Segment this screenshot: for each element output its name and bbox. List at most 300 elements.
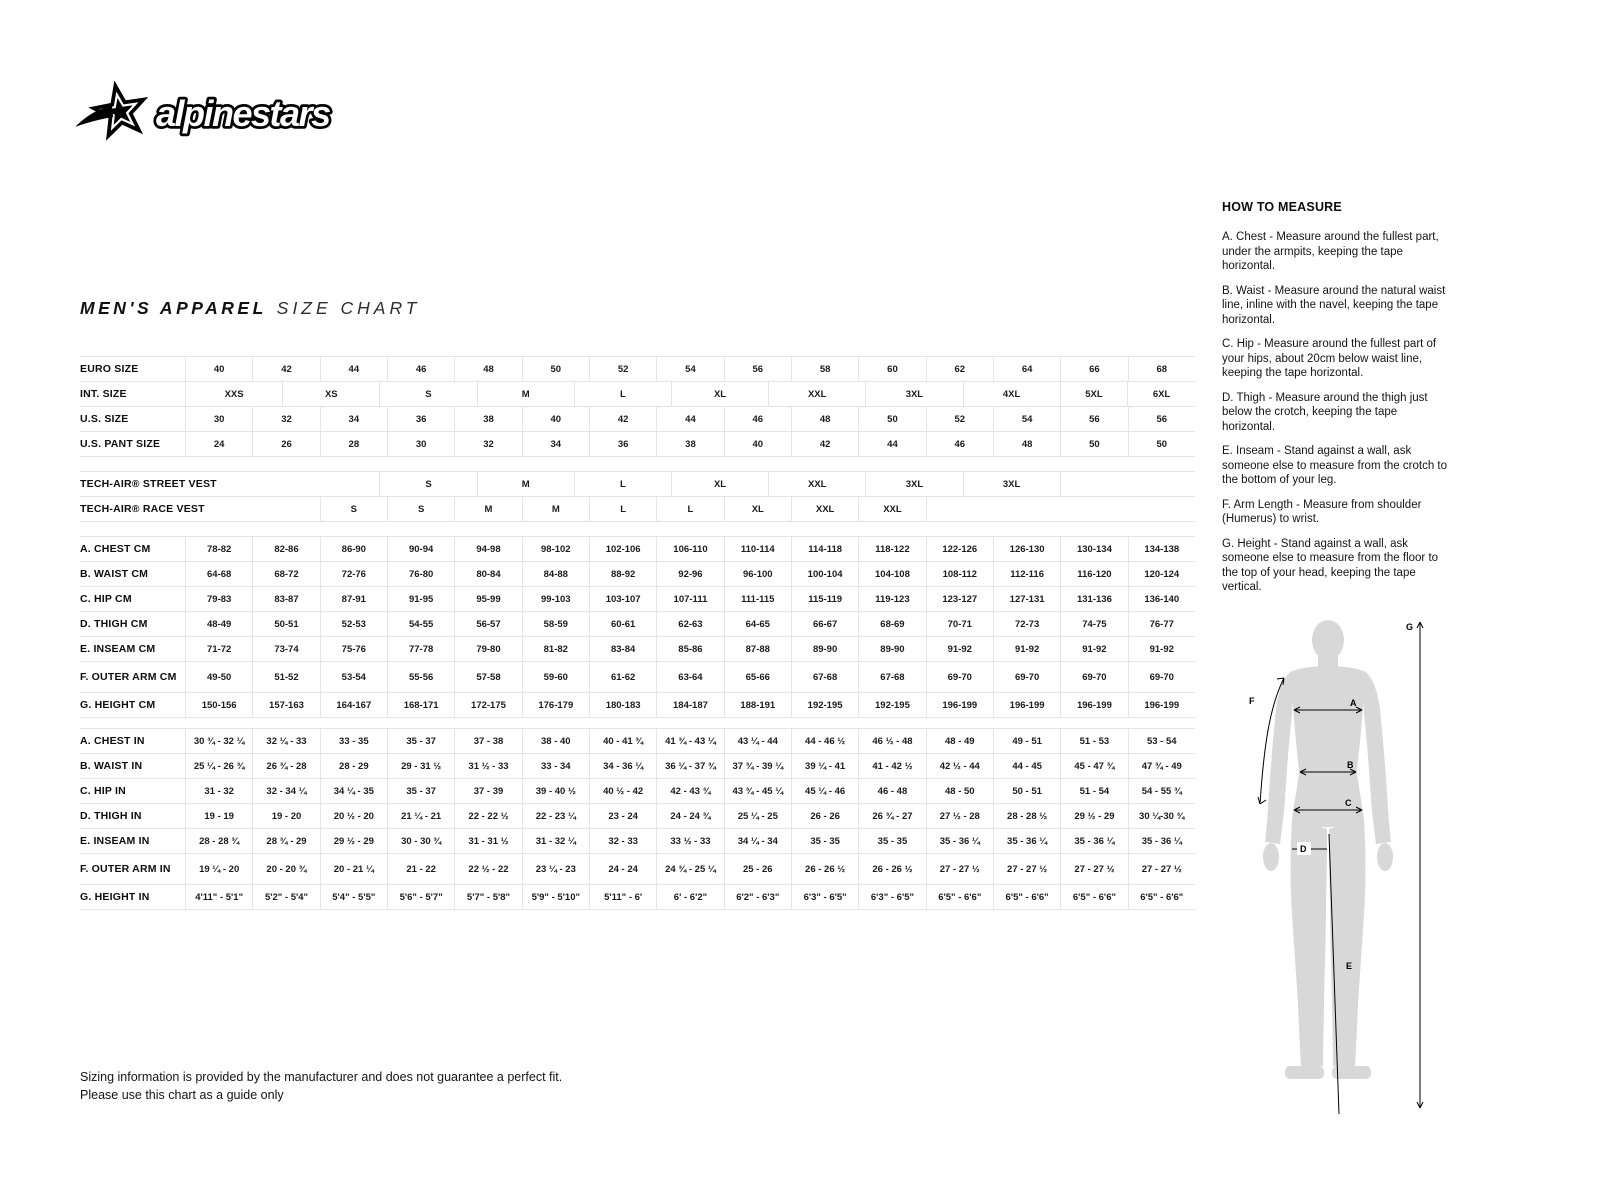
- measure-step-arm: F. Arm Length - Measure from shoulder (Humerus) to wrist.: [1222, 498, 1422, 525]
- table-row: [80, 382, 1195, 407]
- size-cell: 4XL: [963, 382, 1060, 406]
- table-row: [80, 662, 1195, 693]
- size-cell: 62-63: [656, 612, 723, 636]
- size-cell: 25 - 26: [724, 854, 791, 884]
- size-cell: 44 - 45: [993, 754, 1060, 778]
- size-cell: 48: [454, 357, 521, 381]
- size-cell: 51 - 53: [1060, 729, 1127, 753]
- size-cell: 115-119: [791, 587, 858, 611]
- size-cell: 67-68: [858, 662, 925, 692]
- size-cell: 69-70: [1060, 662, 1127, 692]
- size-cell-empty: [252, 497, 319, 521]
- size-cell: 53-54: [320, 662, 387, 692]
- size-cell: 72-73: [993, 612, 1060, 636]
- size-cell: 28: [320, 432, 387, 456]
- size-cell: 100-104: [791, 562, 858, 586]
- body-silhouette-icon: [1263, 620, 1393, 1079]
- table-row: [80, 728, 1195, 754]
- size-cell: 31 ½ - 33: [454, 754, 521, 778]
- figure-label-waist: B: [1347, 760, 1354, 770]
- row-label: D. THIGH CM: [80, 617, 148, 630]
- size-cell: 26 - 26 ½: [858, 854, 925, 884]
- size-cell: 22 - 22 ½: [454, 804, 521, 828]
- size-cell: 19 - 19: [185, 804, 252, 828]
- table-row: [80, 854, 1195, 885]
- size-cell: 6XL: [1127, 382, 1195, 406]
- size-cell: 91-92: [1060, 637, 1127, 661]
- size-cell: 196-199: [926, 693, 993, 717]
- size-cell: 21 ¼ - 21: [387, 804, 454, 828]
- size-cell: 44: [858, 432, 925, 456]
- size-cell: 5'9" - 5'10": [522, 885, 589, 909]
- size-cell: 196-199: [993, 693, 1060, 717]
- size-cell-empty: [926, 497, 993, 521]
- size-cell: 29 ½ - 29: [320, 829, 387, 853]
- size-cell-empty: [185, 497, 252, 521]
- size-cell: S: [379, 382, 476, 406]
- size-cell: 40 - 41 ¾: [589, 729, 656, 753]
- size-cell: 90-94: [387, 537, 454, 561]
- size-cell: 72-76: [320, 562, 387, 586]
- size-cell: 52: [926, 407, 993, 431]
- measure-step-inseam: E. Inseam - Stand against a wall, ask someone else to measure from the crotch to the bottom of your leg.: [1222, 445, 1447, 486]
- size-cell: 68-72: [252, 562, 319, 586]
- size-cell: 59-60: [522, 662, 589, 692]
- size-cell: 30: [387, 432, 454, 456]
- size-cell-empty: [993, 497, 1060, 521]
- size-cell: 83-87: [252, 587, 319, 611]
- size-cell: 63-64: [656, 662, 723, 692]
- size-cell: 27 ½ - 28: [926, 804, 993, 828]
- size-cell: 32 - 33: [589, 829, 656, 853]
- measure-step-thigh: D. Thigh - Measure around the thigh just below the crotch, keeping the tape horizontal.: [1222, 391, 1428, 433]
- size-cell: 23 ¼ - 23: [522, 854, 589, 884]
- size-cell: 45 - 47 ¾: [1060, 754, 1127, 778]
- size-cell: 61-62: [589, 662, 656, 692]
- size-cell: 3XL: [865, 472, 962, 496]
- size-cell: 67-68: [791, 662, 858, 692]
- disclaimer: [80, 1068, 562, 1104]
- size-cell: 49 - 51: [993, 729, 1060, 753]
- row-label: U.S. SIZE: [80, 412, 129, 425]
- size-cell: 6'5" - 6'6": [993, 885, 1060, 909]
- size-cell: 52: [589, 357, 656, 381]
- size-cell: 32: [252, 407, 319, 431]
- size-cell: 27 - 27 ½: [1128, 854, 1195, 884]
- size-cell: 112-116: [993, 562, 1060, 586]
- alpinestars-star-icon: [76, 81, 148, 141]
- size-cell: 56: [1060, 407, 1127, 431]
- size-cell: 28 - 28 ¾: [185, 829, 252, 853]
- table-row: [80, 432, 1195, 457]
- size-cell: 180-183: [589, 693, 656, 717]
- size-cell: 127-131: [993, 587, 1060, 611]
- row-label: G. HEIGHT IN: [80, 890, 150, 903]
- size-cell: 136-140: [1128, 587, 1195, 611]
- size-cell: 50: [522, 357, 589, 381]
- size-cell: 79-80: [454, 637, 521, 661]
- table-row: [80, 804, 1195, 829]
- size-cell: 41 ¾ - 43 ¼: [656, 729, 723, 753]
- figure-label-inseam: E: [1346, 961, 1353, 971]
- size-cell: 48 - 49: [926, 729, 993, 753]
- size-cell: 5'11" - 6': [589, 885, 656, 909]
- size-cell: 26 ¾ - 27: [858, 804, 925, 828]
- size-cell: 36: [387, 407, 454, 431]
- row-label: A. CHEST CM: [80, 542, 151, 555]
- size-cell: 69-70: [926, 662, 993, 692]
- size-cell: 76-80: [387, 562, 454, 586]
- size-cell: 70-71: [926, 612, 993, 636]
- size-cell: 56-57: [454, 612, 521, 636]
- table-row: [80, 829, 1195, 854]
- size-cell: 35 - 35: [858, 829, 925, 853]
- size-cell: 64: [993, 357, 1060, 381]
- row-label: E. INSEAM IN: [80, 834, 150, 847]
- size-cell: 91-95: [387, 587, 454, 611]
- size-cell: 196-199: [1128, 693, 1195, 717]
- size-cell: 24 ¾ - 25 ¼: [656, 854, 723, 884]
- figure-label-hip: C: [1345, 798, 1352, 808]
- size-cell: 38: [454, 407, 521, 431]
- size-cell: 157-163: [252, 693, 319, 717]
- table-row: [80, 497, 1195, 522]
- page-title-sub: SIZE CHART: [276, 298, 421, 318]
- size-cell: 58-59: [522, 612, 589, 636]
- table-row: [80, 779, 1195, 804]
- size-cell: 35 - 36 ¼: [926, 829, 993, 853]
- size-cell: 26 - 26 ½: [791, 854, 858, 884]
- size-cell: 4'11" - 5'1": [185, 885, 252, 909]
- size-cell: 54: [993, 407, 1060, 431]
- table-row: [80, 562, 1195, 587]
- size-cell: 164-167: [320, 693, 387, 717]
- size-cell: 91-92: [993, 637, 1060, 661]
- page-title-main: MEN'S APPAREL: [80, 298, 267, 318]
- size-cell: 46 - 48: [858, 779, 925, 803]
- size-cell: 43 ¼ - 44: [724, 729, 791, 753]
- measure-step-waist: B. Waist - Measure around the natural waist line, inline with the navel, keeping the tape horizontal.: [1222, 284, 1446, 326]
- size-cell: S: [320, 497, 387, 521]
- measure-step-height: G. Height - Stand against a wall, ask someone else to measure from the floor to the top of your head, keeping the tape vertical.: [1222, 537, 1439, 593]
- size-cell: 48: [993, 432, 1060, 456]
- size-cell: 21 - 22: [387, 854, 454, 884]
- size-cell: 114-118: [791, 537, 858, 561]
- size-cell: 73-74: [252, 637, 319, 661]
- size-cell: 55-56: [387, 662, 454, 692]
- size-cell: 30: [185, 407, 252, 431]
- size-cell: M: [522, 497, 589, 521]
- table-row: [80, 693, 1195, 718]
- size-cell: 44 - 46 ½: [791, 729, 858, 753]
- size-cell: 85-86: [656, 637, 723, 661]
- table-row: [80, 356, 1195, 382]
- size-cell: 20 - 21 ¼: [320, 854, 387, 884]
- row-label: E. INSEAM CM: [80, 642, 156, 655]
- page-title: [80, 298, 420, 319]
- size-cell: 40: [185, 357, 252, 381]
- size-cell: 98-102: [522, 537, 589, 561]
- size-cell: 6'2" - 6'3": [724, 885, 791, 909]
- size-cell: 37 ¾ - 39 ¼: [724, 754, 791, 778]
- size-cell: 46: [724, 407, 791, 431]
- table-row: [80, 536, 1195, 562]
- disclaimer-line-2: Please use this chart as a guide only: [80, 1088, 284, 1103]
- size-cell: 196-199: [1060, 693, 1127, 717]
- row-label: U.S. PANT SIZE: [80, 437, 161, 450]
- table-row: [80, 471, 1195, 497]
- size-cell: L: [656, 497, 723, 521]
- size-cell: 120-124: [1128, 562, 1195, 586]
- size-cell: 39 ¼ - 41: [791, 754, 858, 778]
- size-cell: 35 - 37: [387, 779, 454, 803]
- size-cell: 26: [252, 432, 319, 456]
- size-cell: 32 - 34 ¼: [252, 779, 319, 803]
- row-label: B. WAIST IN: [80, 759, 143, 772]
- size-cell: 95-99: [454, 587, 521, 611]
- table-row: [80, 587, 1195, 612]
- size-cell: 37 - 39: [454, 779, 521, 803]
- size-cell: 57-58: [454, 662, 521, 692]
- size-cell: 64-68: [185, 562, 252, 586]
- size-cell: 48 - 50: [926, 779, 993, 803]
- size-cell: L: [574, 382, 671, 406]
- size-cell: 62: [926, 357, 993, 381]
- size-cell: 106-110: [656, 537, 723, 561]
- row-label: A. CHEST IN: [80, 734, 145, 747]
- size-cell: 22 ½ - 22: [454, 854, 521, 884]
- size-cell: 3XL: [865, 382, 962, 406]
- size-cell: 35 - 35: [791, 829, 858, 853]
- size-cell: 19 - 20: [252, 804, 319, 828]
- size-cell: 66: [1060, 357, 1127, 381]
- size-cell: 104-108: [858, 562, 925, 586]
- size-cell: 168-171: [387, 693, 454, 717]
- size-cell: 44: [656, 407, 723, 431]
- size-cell: 89-90: [858, 637, 925, 661]
- size-cell: 69-70: [1128, 662, 1195, 692]
- figure-label-arm: F: [1249, 696, 1255, 706]
- size-cell: 87-88: [724, 637, 791, 661]
- size-cell: 19 ¼ - 20: [185, 854, 252, 884]
- size-cell-empty: [1060, 472, 1195, 496]
- size-table: [80, 356, 1195, 910]
- size-cell: 43 ¾ - 45 ¼: [724, 779, 791, 803]
- size-cell: 74-75: [1060, 612, 1127, 636]
- size-cell: 33 - 35: [320, 729, 387, 753]
- size-cell: 26 ¾ - 28: [252, 754, 319, 778]
- size-cell: XXL: [768, 382, 865, 406]
- size-cell: 71-72: [185, 637, 252, 661]
- size-cell: 108-112: [926, 562, 993, 586]
- size-cell: 89-90: [791, 637, 858, 661]
- row-label: TECH-AIR® STREET VEST: [80, 477, 217, 490]
- size-cell: L: [589, 497, 656, 521]
- size-cell: 56: [724, 357, 791, 381]
- size-cell: 119-123: [858, 587, 925, 611]
- size-cell: 34 - 36 ¼: [589, 754, 656, 778]
- size-cell: 27 - 27 ½: [993, 854, 1060, 884]
- size-cell: 24: [185, 432, 252, 456]
- size-cell: XXL: [768, 472, 865, 496]
- size-cell: 40 ½ - 42: [589, 779, 656, 803]
- size-cell: 51-52: [252, 662, 319, 692]
- row-label: C. HIP IN: [80, 784, 126, 797]
- size-cell: 39 - 40 ½: [522, 779, 589, 803]
- size-cell: 20 ½ - 20: [320, 804, 387, 828]
- size-cell-empty: [1060, 497, 1127, 521]
- size-cell: 31 - 31 ½: [454, 829, 521, 853]
- size-cell: 53 - 54: [1128, 729, 1195, 753]
- table-gap-row: [80, 522, 1195, 536]
- row-label: G. HEIGHT CM: [80, 698, 156, 711]
- size-cell: 51 - 54: [1060, 779, 1127, 803]
- size-cell: 35 - 37: [387, 729, 454, 753]
- figure-label-thigh: D: [1300, 844, 1307, 854]
- measurement-figure: [1228, 614, 1458, 1119]
- size-cell: 35 - 36 ¼: [1128, 829, 1195, 853]
- size-cell: 25 ¼ - 25: [724, 804, 791, 828]
- table-row: [80, 637, 1195, 662]
- size-cell: 33 ½ - 33: [656, 829, 723, 853]
- size-cell: 5'2" - 5'4": [252, 885, 319, 909]
- size-cell: 184-187: [656, 693, 723, 717]
- size-cell: 24 - 24: [589, 854, 656, 884]
- size-cell: 83-84: [589, 637, 656, 661]
- size-cell: 192-195: [858, 693, 925, 717]
- size-cell: 38 - 40: [522, 729, 589, 753]
- row-label: B. WAIST CM: [80, 567, 149, 580]
- size-cell: 126-130: [993, 537, 1060, 561]
- size-cell: 5'4" - 5'5": [320, 885, 387, 909]
- size-cell: 37 - 38: [454, 729, 521, 753]
- size-cell: 6'5" - 6'6": [1060, 885, 1127, 909]
- size-cell: 50: [1128, 432, 1195, 456]
- row-label: INT. SIZE: [80, 387, 127, 400]
- row-label: D. THIGH IN: [80, 809, 142, 822]
- size-cell: S: [387, 497, 454, 521]
- size-cell: 60: [858, 357, 925, 381]
- size-cell: 176-179: [522, 693, 589, 717]
- size-cell-empty: [185, 472, 379, 496]
- size-cell: 30 - 30 ¾: [387, 829, 454, 853]
- size-cell: 40: [724, 432, 791, 456]
- size-cell: 6'3" - 6'5": [858, 885, 925, 909]
- table-row: [80, 754, 1195, 779]
- size-cell: S: [379, 472, 476, 496]
- size-cell: XL: [671, 382, 768, 406]
- size-cell: 76-77: [1128, 612, 1195, 636]
- table-row: [80, 885, 1195, 910]
- size-cell: 48: [791, 407, 858, 431]
- size-cell: 64-65: [724, 612, 791, 636]
- size-cell: 54 - 55 ¾: [1128, 779, 1195, 803]
- size-cell: 24 - 24 ¾: [656, 804, 723, 828]
- size-cell: 31 - 32 ¼: [522, 829, 589, 853]
- size-cell: XL: [671, 472, 768, 496]
- size-cell: 28 - 29: [320, 754, 387, 778]
- measure-step-chest: A. Chest - Measure around the fullest part, under the armpits, keeping the tape horizontal.: [1222, 231, 1439, 272]
- size-cell: 34 ¼ - 34: [724, 829, 791, 853]
- size-cell: 92-96: [656, 562, 723, 586]
- size-cell: 91-92: [926, 637, 993, 661]
- row-label: F. OUTER ARM CM: [80, 670, 177, 683]
- size-cell: 20 - 20 ¾: [252, 854, 319, 884]
- size-cell: 22 - 23 ¼: [522, 804, 589, 828]
- size-cell: 58: [791, 357, 858, 381]
- size-cell: 77-78: [387, 637, 454, 661]
- size-cell: 87-91: [320, 587, 387, 611]
- size-cell: 56: [1128, 407, 1195, 431]
- size-cell: 31 - 32: [185, 779, 252, 803]
- size-cell: 88-92: [589, 562, 656, 586]
- size-cell: 78-82: [185, 537, 252, 561]
- size-cell: 192-195: [791, 693, 858, 717]
- row-label: F. OUTER ARM IN: [80, 862, 171, 875]
- size-cell: 30 ¼-30 ¾: [1128, 804, 1195, 828]
- size-cell: 102-106: [589, 537, 656, 561]
- size-cell: 50: [1060, 432, 1127, 456]
- size-cell: 42: [791, 432, 858, 456]
- size-cell: 46: [387, 357, 454, 381]
- size-cell: M: [477, 382, 574, 406]
- size-cell: 50 - 51: [993, 779, 1060, 803]
- size-cell: 25 ¼ - 26 ¾: [185, 754, 252, 778]
- row-label: C. HIP CM: [80, 592, 132, 605]
- size-cell: 60-61: [589, 612, 656, 636]
- alpinestars-wordmark: alpinestars: [156, 93, 330, 134]
- height-line: [1417, 622, 1423, 1108]
- table-gap-row: [80, 457, 1195, 471]
- size-cell: M: [454, 497, 521, 521]
- row-label: TECH-AIR® RACE VEST: [80, 502, 205, 515]
- size-cell: 75-76: [320, 637, 387, 661]
- size-cell: 45 ¼ - 46: [791, 779, 858, 803]
- size-cell: 54: [656, 357, 723, 381]
- size-cell: 26 - 26: [791, 804, 858, 828]
- size-cell: 86-90: [320, 537, 387, 561]
- size-cell: 48-49: [185, 612, 252, 636]
- size-cell: XS: [282, 382, 379, 406]
- size-cell: 36: [589, 432, 656, 456]
- size-cell: 50-51: [252, 612, 319, 636]
- size-cell: 30 ¾ - 32 ¼: [185, 729, 252, 753]
- size-cell-empty: [1128, 497, 1195, 521]
- size-cell: 6' - 6'2": [656, 885, 723, 909]
- table-gap-row: [80, 718, 1195, 728]
- size-cell: 172-175: [454, 693, 521, 717]
- size-cell: 42 - 43 ¾: [656, 779, 723, 803]
- size-cell: 188-191: [724, 693, 791, 717]
- size-cell: 35 - 36 ¼: [993, 829, 1060, 853]
- size-cell: 23 - 24: [589, 804, 656, 828]
- size-cell: 32 ¼ - 33: [252, 729, 319, 753]
- figure-label-chest: A: [1350, 698, 1357, 708]
- size-cell: 131-136: [1060, 587, 1127, 611]
- measure-step-hip: C. Hip - Measure around the fullest part of your hips, about 20cm below waist line, keeping the tape horizontal.: [1222, 338, 1437, 379]
- size-cell: 47 ¾ - 49: [1128, 754, 1195, 778]
- size-cell: 5'6" - 5'7": [387, 885, 454, 909]
- alpinestars-logo: [76, 76, 366, 152]
- size-cell: 34: [522, 432, 589, 456]
- size-cell: 28 - 28 ½: [993, 804, 1060, 828]
- size-cell: 116-120: [1060, 562, 1127, 586]
- size-cell: 110-114: [724, 537, 791, 561]
- size-cell: 79-83: [185, 587, 252, 611]
- size-cell: 29 - 31 ½: [387, 754, 454, 778]
- size-cell: 81-82: [522, 637, 589, 661]
- size-cell: 68: [1128, 357, 1195, 381]
